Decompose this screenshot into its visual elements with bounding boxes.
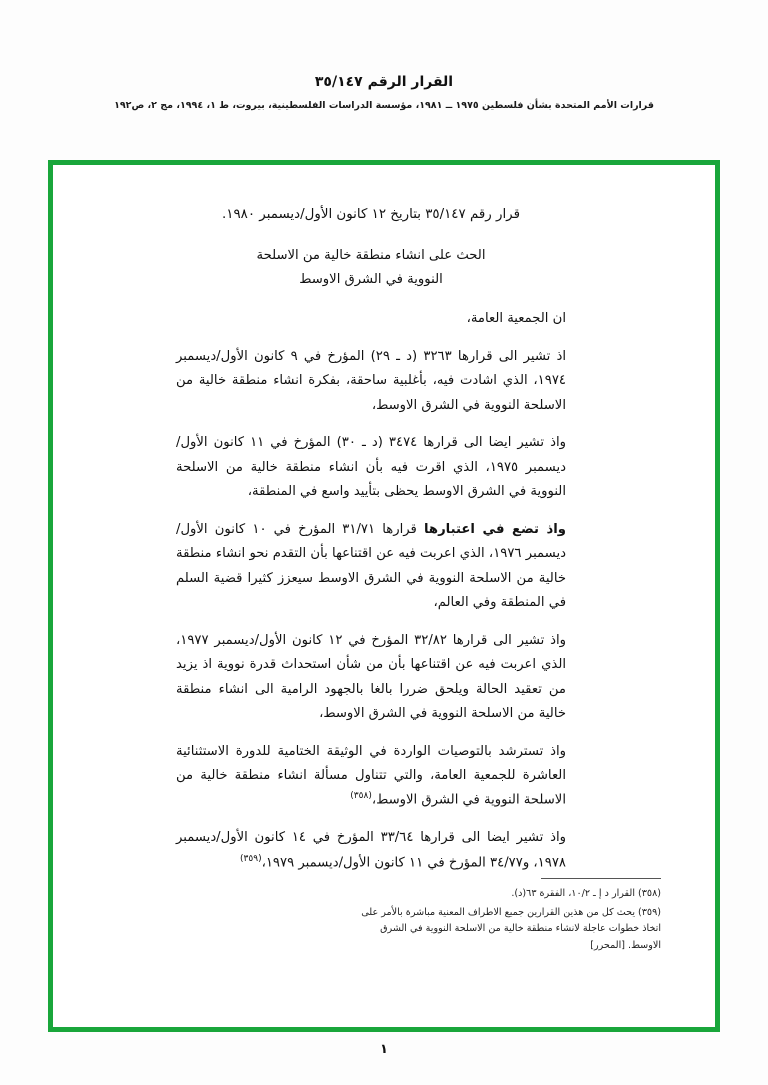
footnote-separator-rule bbox=[541, 878, 661, 879]
preamble-paragraph-5-text: واذ تسترشد بالتوصيات الواردة في الوثيقة الختامية للدورة الاستثنائية العاشرة للجمعية العامة، والتي تتناول مسألة انشاء منطقة خالية من الاسلحة النووية في الشرق الاوسط، bbox=[176, 743, 566, 808]
footnotes-block bbox=[361, 878, 661, 957]
page-number: ١ bbox=[380, 1042, 388, 1057]
resolution-subject-line-2: النووية في الشرق الاوسط bbox=[299, 271, 443, 287]
green-border-frame bbox=[48, 160, 720, 1032]
preamble-paragraph-3: واذ تضع في اعتبارها قرارها ٣١/٧١ المؤرخ في ١٠ كانون الأول/ديسمبر ١٩٧٦، الذي اعربت فيه عن اقتناعها بأن التقدم نحو انشاء منطقة خالية من الاسلحة النووية في الشرق الاوسط سيعزز كثيرا قضية السلم في المنطقة وفي العالم، bbox=[176, 521, 566, 611]
addressee-line: ان الجمعية العامة، bbox=[466, 311, 566, 327]
resolution-date-line: قرار رقم ٣٥/١٤٧ بتاريخ ١٢ كانون الأول/ديسمبر ١٩٨٠. bbox=[222, 207, 520, 222]
resolution-number-heading: القرار الرقم ٣٥/١٤٧ bbox=[314, 74, 454, 90]
source-citation-line: قرارات الأمم المتحدة بشأن فلسطين ١٩٧٥ ــ ١٩٨١، مؤسسة الدراسات الفلسطينية، بيروت، ط ١، ١٩٩٤، مج ٢، ص١٩٢ bbox=[114, 100, 654, 111]
preamble-paragraph-5 bbox=[176, 740, 566, 814]
footnote-marker-359: (٣٥٩) bbox=[240, 853, 262, 864]
preamble-paragraph-4: واذ تشير الى قرارها ٣٢/٨٢ المؤرخ في ١٢ كانون الأول/ديسمبر ١٩٧٧، الذي اعربت فيه عن اقتناعها بأن من شأن استحداث قدرة نووية اذ يزيد من تعقيد الحالة ويلحق ضررا بالغا بالجهود الرامية الى انشاء منطقة خالية من الاسلحة النووية في الشرق الاوسط، bbox=[176, 632, 567, 721]
preamble-paragraph-1: اذ تشير الى قرارها ٣٢٦٣ (د ـ ٢٩) المؤرخ في ٩ كانون الأول/ديسمبر ١٩٧٤، الذي اشادت فيه، بأغلبية ساحقة، بفكرة انشاء منطقة خالية من الاسلحة النووية في الشرق الاوسط، bbox=[176, 348, 566, 413]
preamble-paragraph-6 bbox=[176, 826, 566, 875]
resolution-body bbox=[176, 203, 566, 876]
footnote-marker-358: (٣٥٨) bbox=[350, 791, 372, 802]
frame-content-area bbox=[53, 165, 715, 1027]
footnote-item-359: (٣٥٩) يحث كل من هذين القرارين جميع الاطراف المعنية مباشرة بالأمر على اتخاذ خطوات عاجلة لانشاء منطقة خالية من الاسلحة النووية في الشرق الاوسط. [المحرر] bbox=[361, 906, 661, 952]
document-header bbox=[0, 74, 768, 111]
preamble-paragraph-2: واذ تشير ايضا الى قرارها ٣٤٧٤ (د ـ ٣٠) المؤرخ في ١١ كانون الأول/ديسمبر ١٩٧٥، الذي اقرت فيه بأن انشاء منطقة خالية من الاسلحة النووية في الشرق الاوسط يحظى بتأييد واسع في المنطقة، bbox=[176, 435, 566, 500]
footnote-item-358: (٣٥٨) القرار د إ ـ ١٠/٢، الفقرة ٦٣(د). bbox=[511, 887, 661, 899]
preamble-paragraph-6-text: واذ تشير ايضا الى قرارها ٣٣/٦٤ المؤرخ في ١٤ كانون الأول/ديسمبر ١٩٧٨، و٣٤/٧٧ المؤرخ في ١١ كانون الأول/ديسمبر ١٩٧٩، bbox=[176, 830, 566, 871]
resolution-subject-line-1: الحث على انشاء منطقة خالية من الاسلحة bbox=[256, 247, 486, 263]
